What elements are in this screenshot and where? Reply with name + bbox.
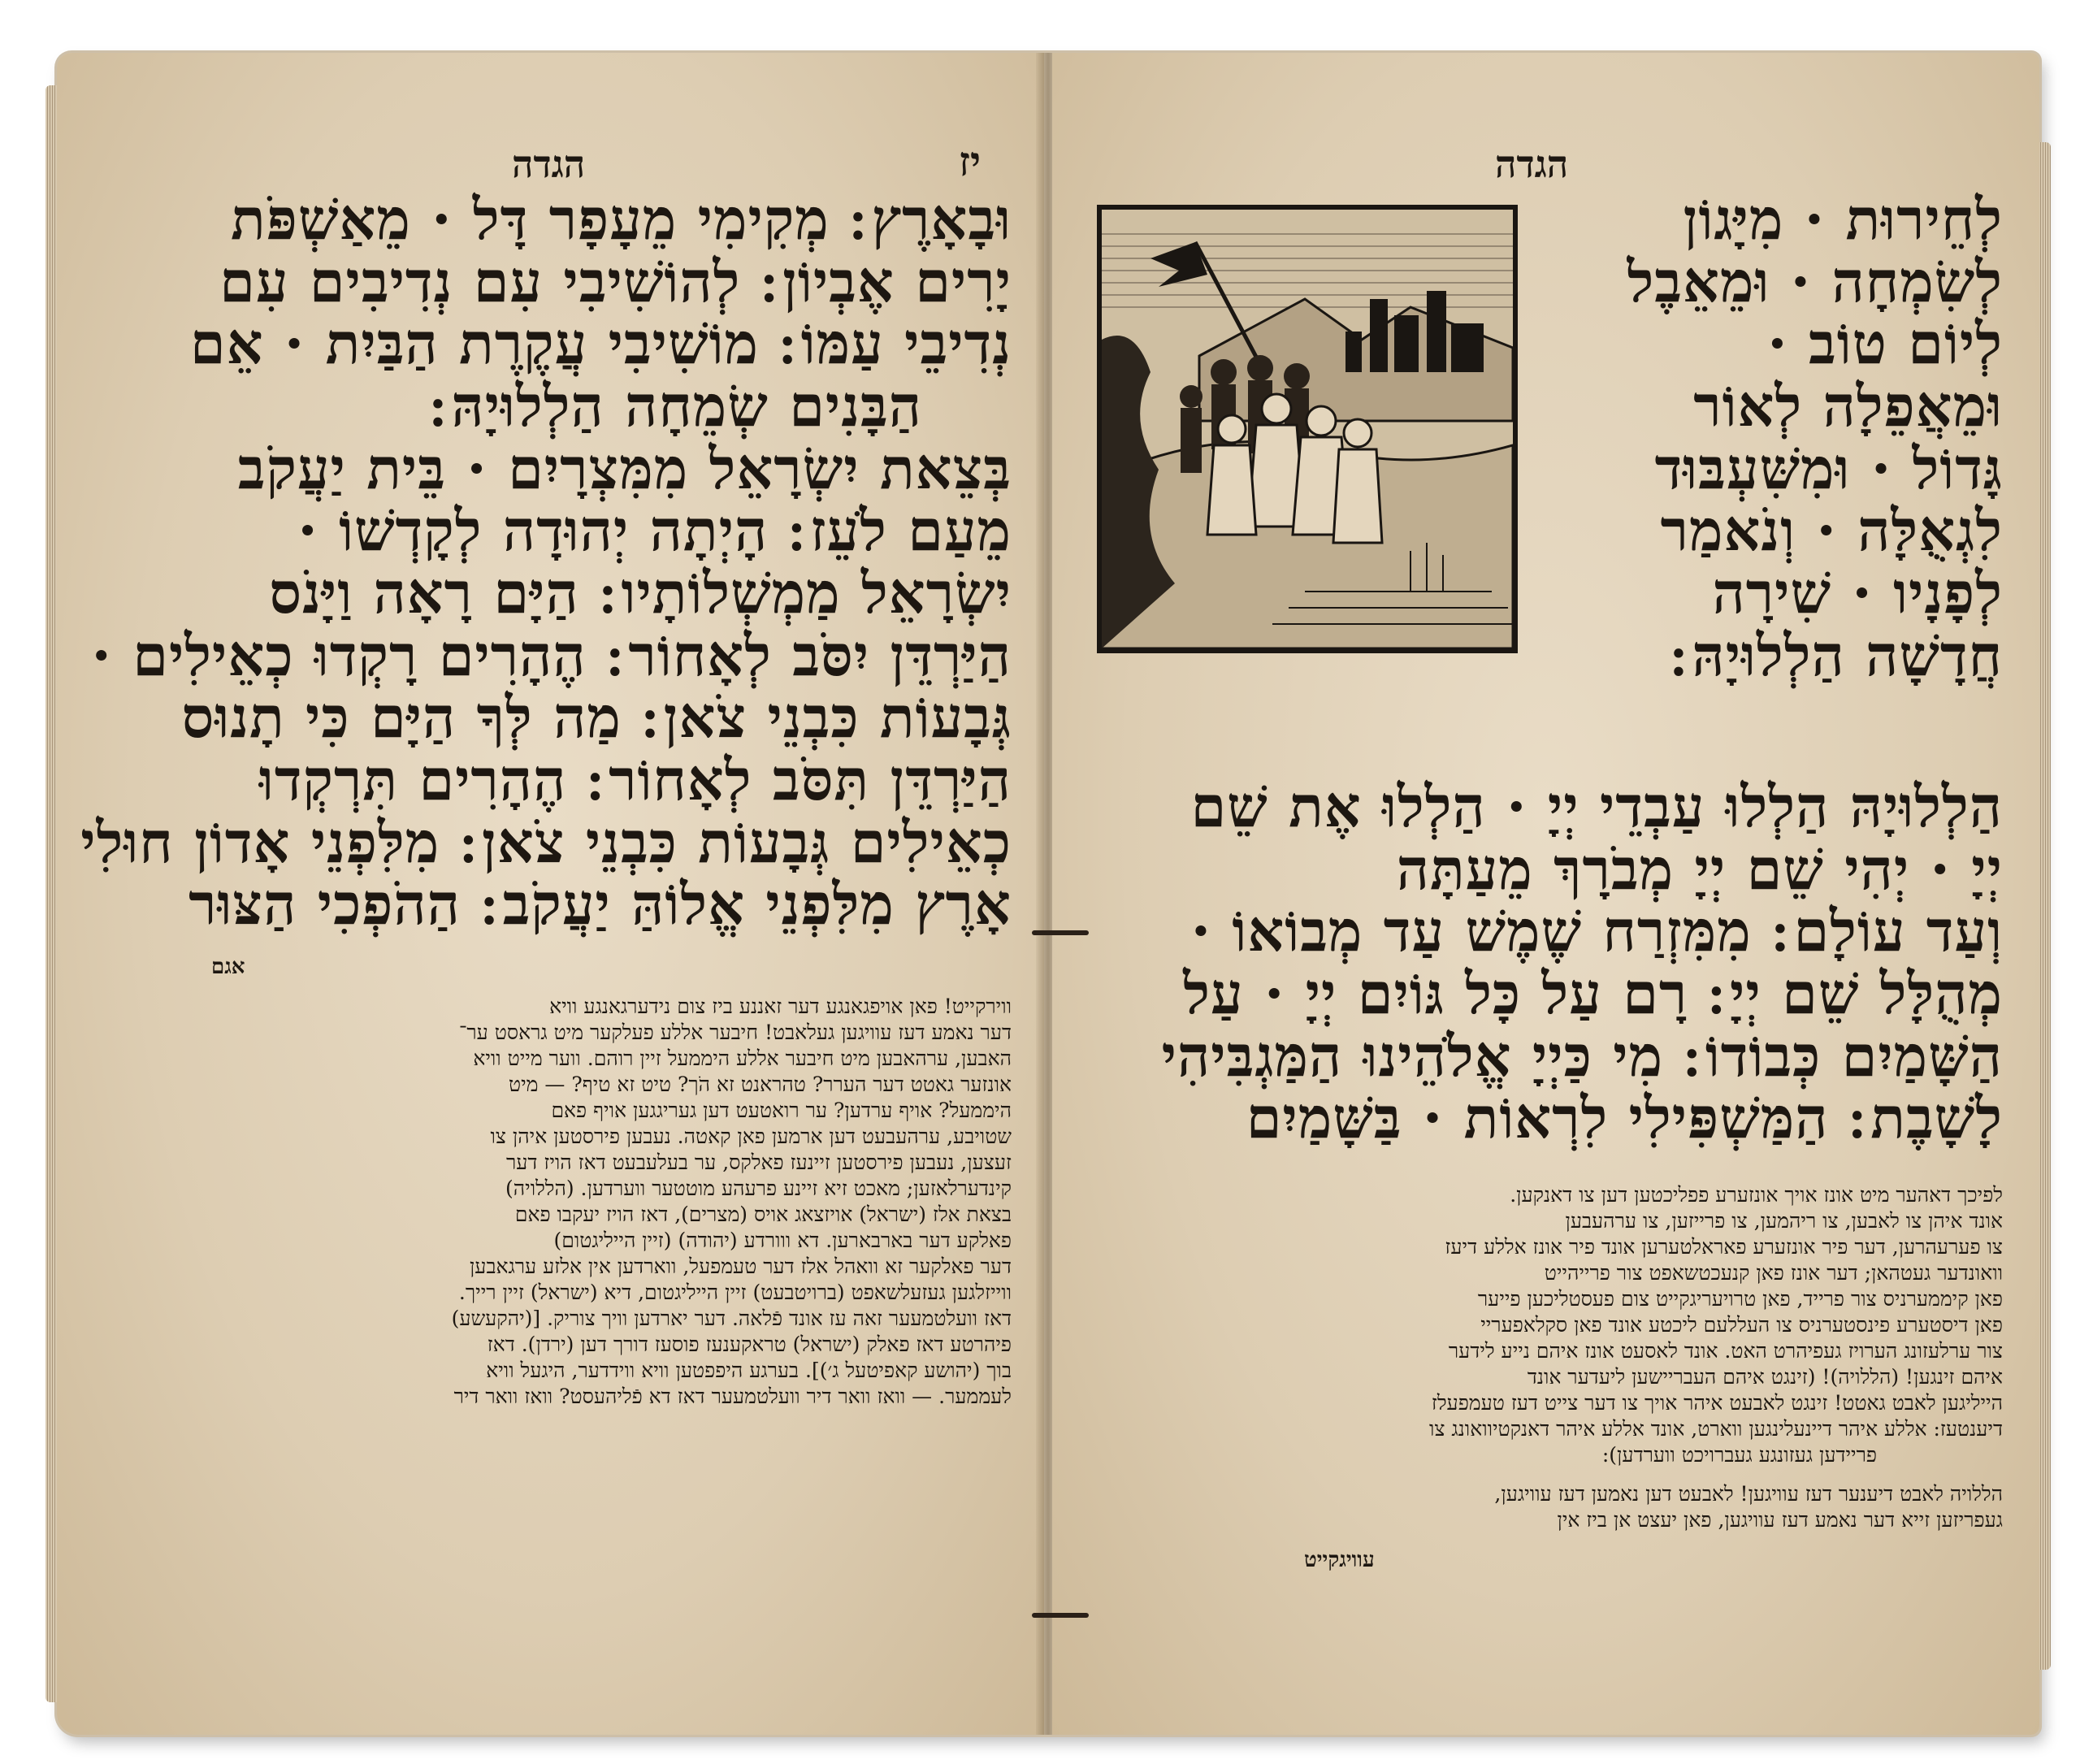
hebrew-line: הַיַּרְדֵּן תִּסֹּב לְאָחוֹר ׃ הֶהָרִים תִּרְקְדוּ — [258, 746, 1012, 813]
commentary-line: דאז וועלטמעער זאה עז אונד פֿלאה. דער יארדען וויך צוריק. [(יהקעשע) — [451, 1307, 1012, 1330]
hebrew-line: וּמֵאֲפֵלָה לְאוֹר — [1693, 372, 2003, 440]
hebrew-line: לָשָׁבֶת ׃ הַמַּשְׁפִּילִי לִרְאוֹת · בַּשָּׁמַיִם — [1246, 1084, 2003, 1151]
leaf-number: יז — [959, 137, 982, 185]
commentary-line: ווירקייט! פאן אויפגאנגע דער זאננע ביז צום נידערגאנגע וויא — [549, 995, 1012, 1018]
hebrew-line: בְּצֵאת יִשְׂרָאֵל מִמִּצְרָיִם · בֵּית יַעֲקֹב — [237, 435, 1012, 502]
hebrew-line: יְיָ · יְהִי שֵׁם יְיָ מְבֹרָךְ מֵעַתָּה — [1396, 835, 2003, 903]
commentary-line: אונד איהן צו לאבען, צו ריהמען, צו פרייזען, צו ערהעבען — [1565, 1209, 2003, 1233]
commentary-line: דער פאלקער זא וואהל אלז דער טעמפעל, ווארדען אין אלזע ערגאבען — [469, 1255, 1012, 1278]
hebrew-line: מְהֻלָּל שֵׁם יְיָ ׃ רָם עַל כָּל גּוֹיִם יְיָ · עַל — [1183, 960, 2003, 1027]
commentary-line: היממעל? אויף ערדען? ער רואטעט דען געריגגען אויף פאם — [551, 1099, 1012, 1122]
commentary-line: לעממער. — וואז וואר דיר וועלטמעער דאז דא פֿליהעסט? וואז וואר דיר — [453, 1385, 1012, 1408]
hebrew-line: נְדִיבֵי עַמּוֹ ׃ מוֹשִׁיבִי עֲקֶרֶת הַבַּיִת · אֵם — [189, 310, 1012, 377]
commentary-line: געפריזען זייא דער נאמע דעז עוויגען, פאן יעצט אן ביז אין — [1557, 1508, 2003, 1532]
catchword: עוויגקייט — [1304, 1548, 1375, 1572]
commentary-line: אונזער גאטט דער הערר? טהראנט זא הֹך? טיט זא טיף? — מיט — [509, 1073, 1012, 1096]
hebrew-line: חֲדָשָׁה הַלְלוּיָהּ ׃ — [1670, 622, 2003, 689]
commentary-line: פאן דיסטערע פינסטערניס צו העללעם ליכטע אונד פאן סקלאפעריי — [1480, 1313, 2003, 1337]
commentary-line: צור ערלעזונג הערויז געפיהרט האט. אונד לאסעט אונז איהם נייע לידער — [1448, 1339, 2003, 1363]
hebrew-line: וּבָאָרֶץ ׃ מְקִימִי מֵעָפָר דָּל · מֵאַשְׁפֹּת — [231, 185, 1012, 253]
commentary-line: פאן קיממערניס צור פרייד, פאן טרויעריגקייט צום פעסטליכען פייער — [1477, 1287, 2003, 1311]
commentary-line: פריידען געזונגע געברויכט ווערדען): — [1601, 1443, 1877, 1467]
hebrew-line: וְעַד עוֹלָם ׃ מִמִּזְרַח שֶׁמֶשׁ עַד מְבוֹאוֹ · — [1190, 897, 2003, 964]
binding-stitch — [1032, 930, 1089, 935]
commentary-line: ווייזלגען געזעלשאפט (ברויטבעט) זיין הייליגטום, דיא (ישראל) זיין רייך. — [458, 1281, 1012, 1304]
commentary-line: וואונדער געטהאן; דער אונז פאן קנעכטשאפט צור פרייהייט — [1544, 1261, 2003, 1285]
hebrew-line: לְשִׂמְחָה · וּמֵאֵבֶל — [1627, 248, 2003, 315]
hebrew-line: יָרִים אֶבְיוֹן ׃ לְהוֹשִׁיבִי עִם נְדִיבִים עִם — [219, 248, 1012, 315]
right-page-header: הגדה — [1495, 142, 1569, 186]
hebrew-line: לְפָנָיו · שִׁירָה — [1712, 559, 2003, 626]
commentary-line: קינדערלאזען; מאכט זיא זיינע פרעהע מוטטער ווערדען. (הללויה) — [505, 1177, 1012, 1200]
haggadah-book — [57, 53, 2039, 1735]
hebrew-line: הַשָּׁמַיִם כְּבוֹדוֹ ׃ מִי כַּיְיָ אֱלֹהֵינוּ הַמַּגְבִּיהִי — [1161, 1022, 2003, 1090]
exodus-woodcut-illustration — [1097, 205, 1518, 653]
commentary-line: לפיכך דאהער מיט אונז אויך אונזערע פפליכטען דען צו דאנקען. — [1510, 1183, 2003, 1207]
hebrew-line: לִגְאֻלָּה · וְנֹאמַר — [1660, 496, 2003, 564]
hebrew-line: יִשְׂרָאֵל מַמְשְׁלוֹתָיו ׃ הַיָּם רָאָה וַיָּנֹס — [269, 559, 1012, 626]
hebrew-line: הַבָּנִים שְׂמֵחָה הַלְלוּיָהּ ׃ — [430, 372, 922, 440]
commentary-line: פיהרטע דאז פאלק (ישראל) טראקענעז פוסעז דורך דען (ירדן). דאז — [487, 1333, 1012, 1356]
commentary-line: האבען, ערהאבען מיט חיבער אללע היממעל זיין רוהם. ווער מייט וויא — [473, 1047, 1012, 1070]
page-edges-right — [2038, 142, 2051, 1670]
commentary-line: הייליגען לאבט גאטט! זינגט לאבעט איהר אויך צו דער צייט דעז טעמפעלז — [1431, 1391, 2003, 1415]
commentary-line: דער נאמע דעז עוויגען געלאבט! חיבער אללע פעלקער מיט גראסט ער־ — [458, 1021, 1012, 1044]
catchword: אגם — [211, 955, 245, 979]
hebrew-line: לְיוֹם טוֹב · — [1767, 310, 2003, 377]
hebrew-line: לְחֵירוּת · מִיָּגוֹן — [1683, 185, 2003, 253]
commentary-line: איהם זינגען! (הללויה)! (זינגט איהם העבריישען ליעדער אונד — [1527, 1365, 2003, 1389]
woodcut-image — [1102, 210, 1513, 648]
hebrew-line: אָרֶץ מִלִּפְנֵי אֱלוֹהַּ יַעֲקֹב ׃ הַהֹפְכִי הַצּוּר — [188, 870, 1012, 938]
hebrew-line: כְאֵילִים גְּבָעוֹת כִּבְנֵי צֹאן ׃ מִלִּפְנֵי אָדוֹן חוּלִי — [80, 808, 1012, 876]
commentary-line: שטויבע, ערהעבעט דען ארמען פאן קאטה. נעבען פירסטען איהן צו — [490, 1125, 1012, 1148]
commentary-line: צו פערעהרען, דער פיר אונזערע פאראלטערען אונד פיר אונז אללע דיעז — [1445, 1235, 2003, 1259]
left-page-header: הגדה — [512, 142, 586, 186]
hebrew-line: גְּבָעוֹת כִּבְנֵי צֹאן ׃ מַה לְּךָ הַיָּם כִּי תָנוּס — [181, 683, 1012, 751]
hebrew-line: הַלְלוּיָהּ הַלְלוּ עַבְדֵי יְיָ · הַלְלוּ אֶת שֵׁם — [1190, 773, 2003, 840]
binding-stitch — [1032, 1613, 1089, 1618]
commentary-line: זעצען, נעבען פירסטען זיינעז פאלקס, ער בעלעבעט דאז הויז דער — [505, 1151, 1012, 1174]
commentary-line: בוך (יהושע קאפיטעל ג׳)]. בערגע היפפטען וויא ווידדער, היגעל וויא — [486, 1359, 1012, 1382]
commentary-line: דיענטעז: אללע איהר דיינעלינגען ווארט, אונד אללע איהר דאנקטיוואונג צו — [1428, 1417, 2003, 1441]
hebrew-line: גָּדוֹל · וּמִשִּׁעְבּוּד — [1654, 435, 2003, 502]
commentary-line: פאלקע דער בארבארען. דא ווורדע (יהודה) (זיין הייליגטום) — [553, 1229, 1012, 1252]
hebrew-line: הַיַּרְדֵּן יִסֹּב לְאָחוֹר ׃ הֶהָרִים רָקְדוּ כְאֵילִים · — [91, 622, 1012, 689]
left-page — [57, 53, 1044, 1735]
commentary-line: הללויה לאבט דיענער דעז עוויגען! לאבעט דען נאמען דעז עוויגען, — [1494, 1482, 2003, 1506]
commentary-line: בצאת אלז (ישראל) אויזצאג אויס (מצרים), דאז הויז יעקבו פאם — [514, 1203, 1012, 1226]
hebrew-line: מֵעַם לֹעֵז ׃ הָיְתָה יְהוּדָה לְקָדְשׁוֹ · — [297, 496, 1012, 564]
